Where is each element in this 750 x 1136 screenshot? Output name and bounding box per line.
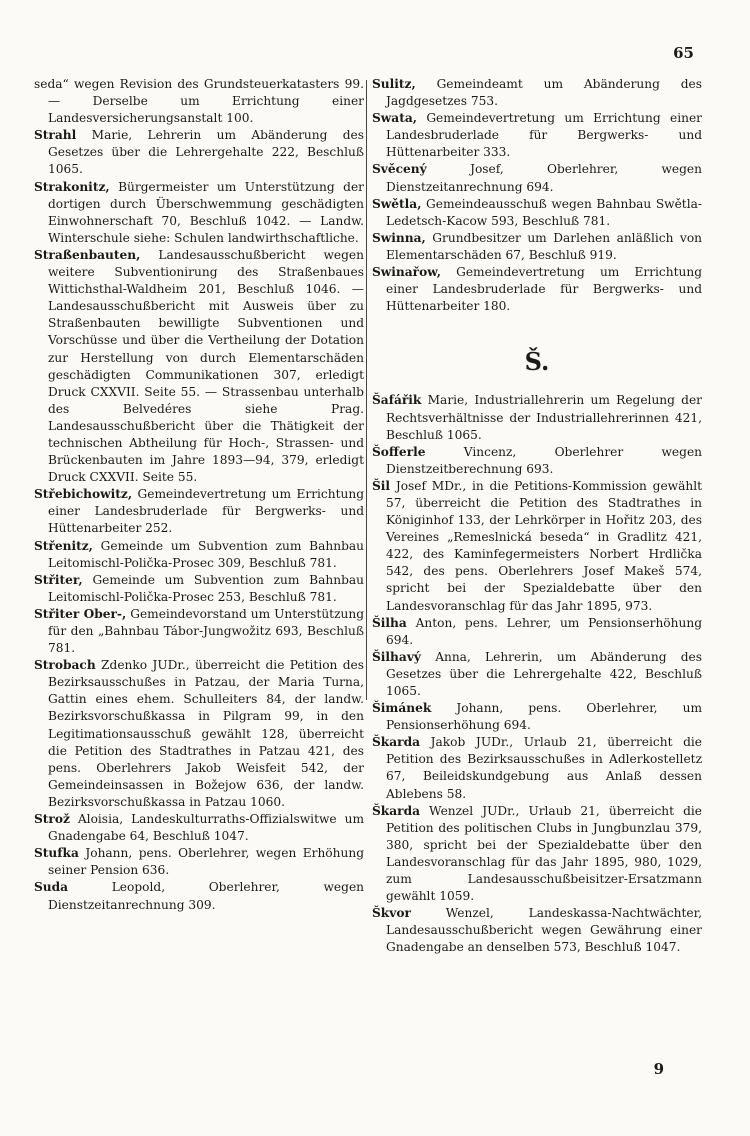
entry-head: Šimánek	[372, 701, 432, 716]
entry-head: Šil	[372, 478, 391, 493]
index-entry	[372, 444, 702, 478]
entry-text: Gemeindevertretung um Errichtung einer Landesbruderlade für Bergwerks- und Hüttenarbeiter 180.	[386, 265, 702, 314]
entry-head: Střiter Ober-,	[34, 606, 127, 621]
entry-head: Swata,	[372, 111, 417, 126]
entry-text: Wenzel JUDr., Urlaub 21, überreicht die Petition des politischen Clubs in Jungbunzlau 379, 380, spricht bei der Spezialdebatte über den Landesvoranschlag für das Jahr 1895, 980, 1029, zum Landesausschußbeisitzer-Ersatzmann gewählt 1059.	[386, 803, 703, 904]
index-entry	[372, 161, 702, 195]
page-number: 65	[673, 44, 694, 62]
entry-head: Střenitz,	[34, 538, 93, 553]
index-entry	[34, 127, 364, 178]
entry-head: Strobach	[34, 658, 96, 673]
index-entry	[372, 905, 702, 956]
entry-text: Leopold, Oberlehrer, wegen Dienstzeitanrechnung 309.	[48, 880, 364, 912]
entry-head: Swinařow,	[372, 265, 441, 280]
entry-head: Střebichowitz,	[34, 487, 133, 502]
index-entry	[372, 264, 702, 315]
entry-head: Škvor	[372, 906, 411, 921]
index-entry	[34, 179, 364, 247]
index-entry	[372, 803, 702, 906]
index-entry	[372, 230, 702, 264]
index-entry	[34, 247, 364, 486]
entry-head: Šilhavý	[372, 649, 421, 664]
entry-text: Gemeinde um Subvention zum Bahnbau Leitomischl-Polička-Prosec 309, Beschluß 781.	[48, 538, 365, 570]
entry-head: Strahl	[34, 128, 77, 143]
index-entry	[34, 486, 364, 537]
index-entry	[372, 76, 702, 110]
index-entry	[34, 845, 364, 879]
entry-text: Grundbesitzer um Darlehen anläßlich von Elementarschäden 67, Beschluß 919.	[386, 230, 703, 262]
right-column-entries-sh	[372, 392, 702, 956]
index-entry	[372, 615, 702, 649]
entry-text: Gemeindeausschuß wegen Bahnbau Swětla-Ledetsch-Kacow 593, Beschluß 781.	[386, 196, 702, 228]
entry-head: Swětla,	[372, 196, 422, 211]
index-entry	[372, 478, 702, 615]
index-entry	[372, 110, 702, 161]
entry-text: Gemeindevertretung um Errichtung einer Landesbruderlade für Bergwerks- und Hüttenarbeiter 333.	[386, 111, 702, 160]
entry-head: Šilha	[372, 615, 407, 630]
index-entry	[372, 734, 702, 802]
index-entry	[34, 606, 364, 657]
index-entry	[34, 879, 364, 913]
entry-text: Gemeinde um Subvention zum Bahnbau Leitomischl-Polička-Prosec 253, Beschluß 781.	[48, 572, 365, 604]
entry-head: Šafářik	[372, 393, 422, 408]
entry-head: Škarda	[372, 735, 420, 750]
entry-text: Bürgermeister um Unterstützung der dortigen durch Überschwemmung geschädigten Einwohnerschaft 70, Beschluß 1042. — Landw. Winterschule siehe: Schulen landwirthschaftliche.	[48, 179, 364, 245]
entry-head: Strož	[34, 812, 70, 827]
entry-text: Gemeindevorstand um Unterstützung für den „Bahnbau Tábor-Jungwožitz 693, Beschluß 781.	[48, 606, 364, 656]
entry-head: Škarda	[372, 803, 420, 818]
entry-head: Šofferle	[372, 444, 426, 459]
entry-text: Anna, Lehrerin, um Abänderung des Gesetzes über die Lehrergehalte 422, Beschluß 1065.	[386, 649, 702, 698]
entry-text: Marie, Industriallehrerin um Regelung der Rechtsverhältnisse der Industriallehrerinnen 421, Beschluß 1065.	[386, 393, 703, 442]
index-entry	[372, 700, 702, 734]
index-entry	[34, 572, 364, 606]
signature-number: 9	[653, 1060, 664, 1078]
right-column	[372, 76, 702, 957]
index-entry	[34, 76, 364, 127]
index-entry	[34, 657, 364, 811]
entry-text: Vincenz, Oberlehrer wegen Dienstzeitberechnung 693.	[386, 444, 703, 476]
entry-text: Aloisia, Landeskulturraths-Offizialswitwe um Gnadengabe 64, Beschluß 1047.	[48, 812, 364, 844]
entry-head: Svěcený	[372, 162, 427, 177]
column-divider	[366, 80, 367, 700]
entry-text: Anton, pens. Lehrer, um Pensionserhöhung 694.	[386, 615, 702, 647]
entry-text: Gemeindevertretung um Errichtung einer Landesbruderlade für Bergwerks- und Hüttenarbeiter 252.	[48, 487, 364, 536]
entry-text: Wenzel, Landeskassa-Nachtwächter, Landesausschußbericht wegen Gewährung einer Gnadengabe an denselben 573, Beschluß 1047.	[386, 906, 702, 955]
entry-head: Suda	[34, 880, 69, 895]
entry-text: Josef MDr., in die Petitions-Kommission gewählt 57, überreicht die Petition des Stadtrathes in Königinhof 133, der Lehrkörper in Hořitz 203, des Vereines „Remeslnická beseda“ in Gradlitz 421, 422, des Kaminfegermeisters Norbert Hrdlička 542, des pens. Oberlehrers Josef Makeš 574, spricht bei der Spezialdebatte über den Landesvoranschlag für das Jahr 1895, 973.	[386, 478, 702, 613]
section-letter: Š.	[524, 347, 550, 377]
left-column	[34, 76, 364, 914]
entry-head: Strakonitz,	[34, 179, 110, 194]
index-entry	[372, 196, 702, 230]
entry-text: Johann, pens. Oberlehrer, um Pensionserhöhung 694.	[386, 701, 703, 733]
index-entry	[372, 649, 702, 700]
entry-text: Johann, pens. Oberlehrer, wegen Erhöhung seiner Pension 636.	[48, 846, 364, 878]
index-entry	[372, 392, 702, 443]
entry-head: Střiter,	[34, 572, 83, 587]
index-entry	[34, 811, 364, 845]
entry-text: Jakob JUDr., Urlaub 21, überreicht die Petition des Bezirksausschußes in Adlerkostelletz 67, Beileidskundgebung aus Anlaß dessen Ablebens 58.	[386, 735, 703, 801]
index-entry	[34, 538, 364, 572]
entry-head: Sulitz,	[372, 77, 416, 91]
right-column-entries-s	[372, 76, 702, 315]
entry-text: Marie, Lehrerin um Abänderung des Gesetzes über die Lehrergehalte 222, Beschluß 1065.	[48, 128, 364, 177]
entry-text: Gemeindeamt um Abänderung des Jagdgesetzes 753.	[386, 77, 703, 109]
entry-text: Josef, Oberlehrer, wegen Dienstzeitanrechnung 694.	[386, 162, 702, 194]
entry-head: Swinna,	[372, 230, 426, 245]
entry-head: Straßenbauten,	[34, 247, 141, 262]
entry-text: Landesausschußbericht wegen weitere Subventionirung des Straßenbaues Wittichsthal-Waldheim 201, Beschluß 1046. — Landesausschußbericht mit Ausweis über zu Straßenbauten bewilligte Subventionen und Vorschüsse und über die Vertheilung der Dotation zur Herstellung von durch Elementarschäden geschädigten Communikationen 307, erledigt Druck CXXVII. Seite 55. — Strassenbau unterhalb des Belvedéres siehe Prag. Landesausschußbericht über die Thätigkeit der technischen Abtheilung für Hoch-, Strassen- und Brückenbauten im Jahre 1893—94, 379, erledigt Druck CXXVII. Seite 55.	[48, 247, 364, 485]
entry-text: Zdenko JUDr., überreicht die Petition des Bezirksausschußes in Patzau, der Maria Turna, Gattin eines ehem. Schulleiters 84, der landw. Bezirksvorschußkassa in Pilgram 99, in den Legitimationsausschuß gewählt 128, überreicht die Petition des Stadtrathes in Patzau 421, des pens. Oberlehrers Jakob Weisfeit 542, der Gemeindeinsassen in Božejow 636, der landw. Bezirksvorschußkassa in Patzau 1060.	[48, 658, 365, 809]
entry-text: seda“ wegen Revision des Grundsteuerkatasters 99. — Derselbe um Errichtung einer Landesversicherungsanstalt 100.	[34, 77, 364, 126]
entry-head: Stufka	[34, 846, 79, 861]
